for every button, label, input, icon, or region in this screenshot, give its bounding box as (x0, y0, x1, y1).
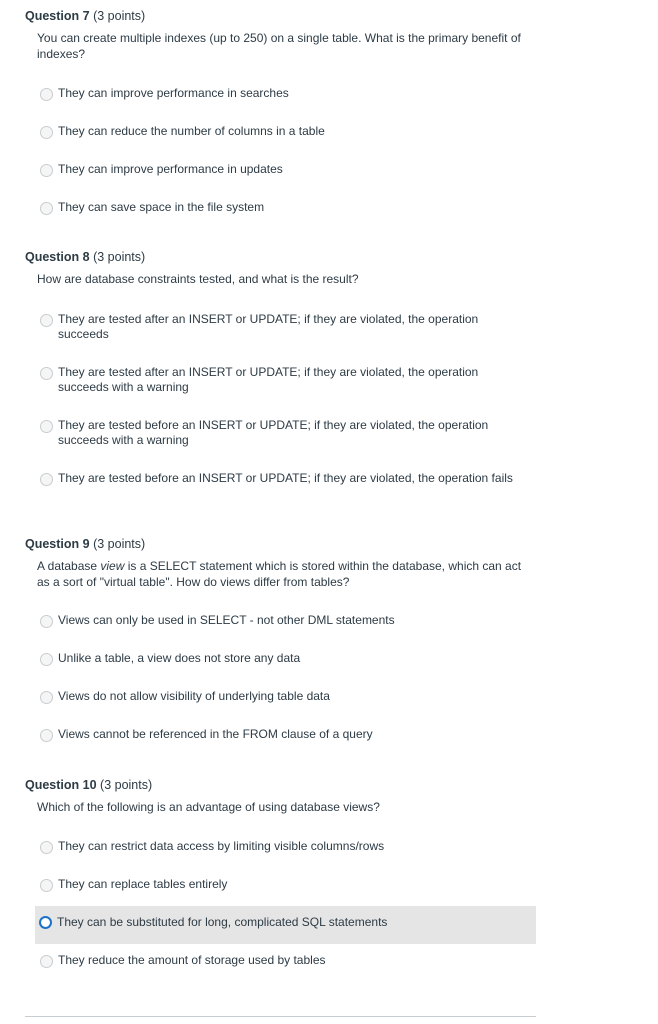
section-divider (25, 1016, 536, 1017)
question-number: Question 7 (25, 9, 90, 23)
question-9-option-2[interactable] (36, 651, 536, 673)
option-label: They are tested after an INSERT or UPDATE; if they are violated, the operation succeeds with a warning (58, 365, 479, 394)
question-10-text: Which of the following is an advantage of using database views? (37, 800, 380, 814)
question-8-title (25, 249, 145, 265)
question-10-option-2[interactable] (36, 877, 536, 899)
radio-button[interactable] (40, 126, 53, 139)
question-number: Question 9 (25, 537, 90, 551)
option-label: They are tested before an INSERT or UPDATE; if they are violated, the operation fails (58, 471, 513, 485)
question-8-option-2[interactable] (36, 365, 536, 394)
option-label: Views cannot be referenced in the FROM clause of a query (58, 727, 373, 741)
radio-button[interactable] (40, 691, 53, 704)
question-7-option-2[interactable] (36, 124, 536, 146)
question-10-option-4[interactable] (36, 953, 536, 975)
question-7-option-3[interactable] (36, 162, 536, 184)
question-7-option-1[interactable] (36, 86, 536, 108)
option-label: They can improve performance in updates (58, 162, 283, 176)
question-text-part: is a SELECT statement which is stored within the database, which can act as a sort of "virtual table". How do views differ from tables? (37, 559, 522, 589)
question-8-option-3[interactable] (36, 418, 536, 447)
question-10-title (25, 777, 152, 793)
question-number: Question 8 (25, 250, 90, 264)
question-9-option-1[interactable] (36, 613, 536, 635)
option-label: They are tested after an INSERT or UPDATE; if they are violated, the operation succeeds (58, 312, 479, 341)
option-label: They can restrict data access by limiting visible columns/rows (58, 839, 385, 853)
question-number: Question 10 (25, 778, 97, 792)
option-label: Views can only be used in SELECT - not other DML statements (58, 613, 395, 627)
question-8-option-1[interactable] (36, 312, 536, 341)
question-7-title (25, 8, 145, 24)
question-10-option-1[interactable] (36, 839, 536, 861)
question-8-option-4[interactable] (36, 471, 536, 493)
radio-button[interactable] (40, 955, 53, 968)
question-9-text (37, 559, 537, 590)
option-label: Views do not allow visibility of underlying table data (58, 689, 330, 703)
radio-button[interactable] (40, 615, 53, 628)
radio-button[interactable] (40, 420, 53, 433)
option-label: They reduce the amount of storage used by tables (58, 953, 326, 967)
option-label: Unlike a table, a view does not store any data (58, 651, 301, 665)
question-7-option-4[interactable] (36, 200, 536, 222)
option-label: They can be substituted for long, complicated SQL statements (57, 915, 388, 929)
question-9-title (25, 536, 145, 552)
question-8-text: How are database constraints tested, and what is the result? (37, 272, 359, 286)
question-points: (3 points) (93, 250, 146, 264)
question-7-text: You can create multiple indexes (up to 250) on a single table. What is the primary benefit of indexes? (37, 31, 521, 61)
radio-button[interactable] (40, 202, 53, 215)
option-label: They can reduce the number of columns in a table (58, 124, 325, 138)
question-9-option-4[interactable] (36, 727, 536, 749)
radio-button[interactable] (39, 916, 52, 929)
emphasized-term: view (100, 559, 125, 573)
question-points: (3 points) (100, 778, 153, 792)
option-label: They can replace tables entirely (58, 877, 228, 891)
radio-button[interactable] (40, 314, 53, 327)
radio-button[interactable] (40, 653, 53, 666)
option-label: They are tested before an INSERT or UPDATE; if they are violated, the operation succeeds with a warning (58, 418, 489, 447)
radio-button[interactable] (40, 473, 53, 486)
radio-button[interactable] (40, 879, 53, 892)
option-label: They can improve performance in searches (58, 86, 289, 100)
radio-button[interactable] (40, 88, 53, 101)
question-text-part: A database (37, 559, 101, 573)
radio-button[interactable] (40, 841, 53, 854)
radio-button[interactable] (40, 367, 53, 380)
radio-button[interactable] (40, 164, 53, 177)
question-points: (3 points) (93, 537, 146, 551)
radio-button[interactable] (40, 729, 53, 742)
question-10-option-3[interactable] (35, 906, 536, 944)
question-points: (3 points) (93, 9, 146, 23)
question-9-option-3[interactable] (36, 689, 536, 711)
option-label: They can save space in the file system (58, 200, 265, 214)
